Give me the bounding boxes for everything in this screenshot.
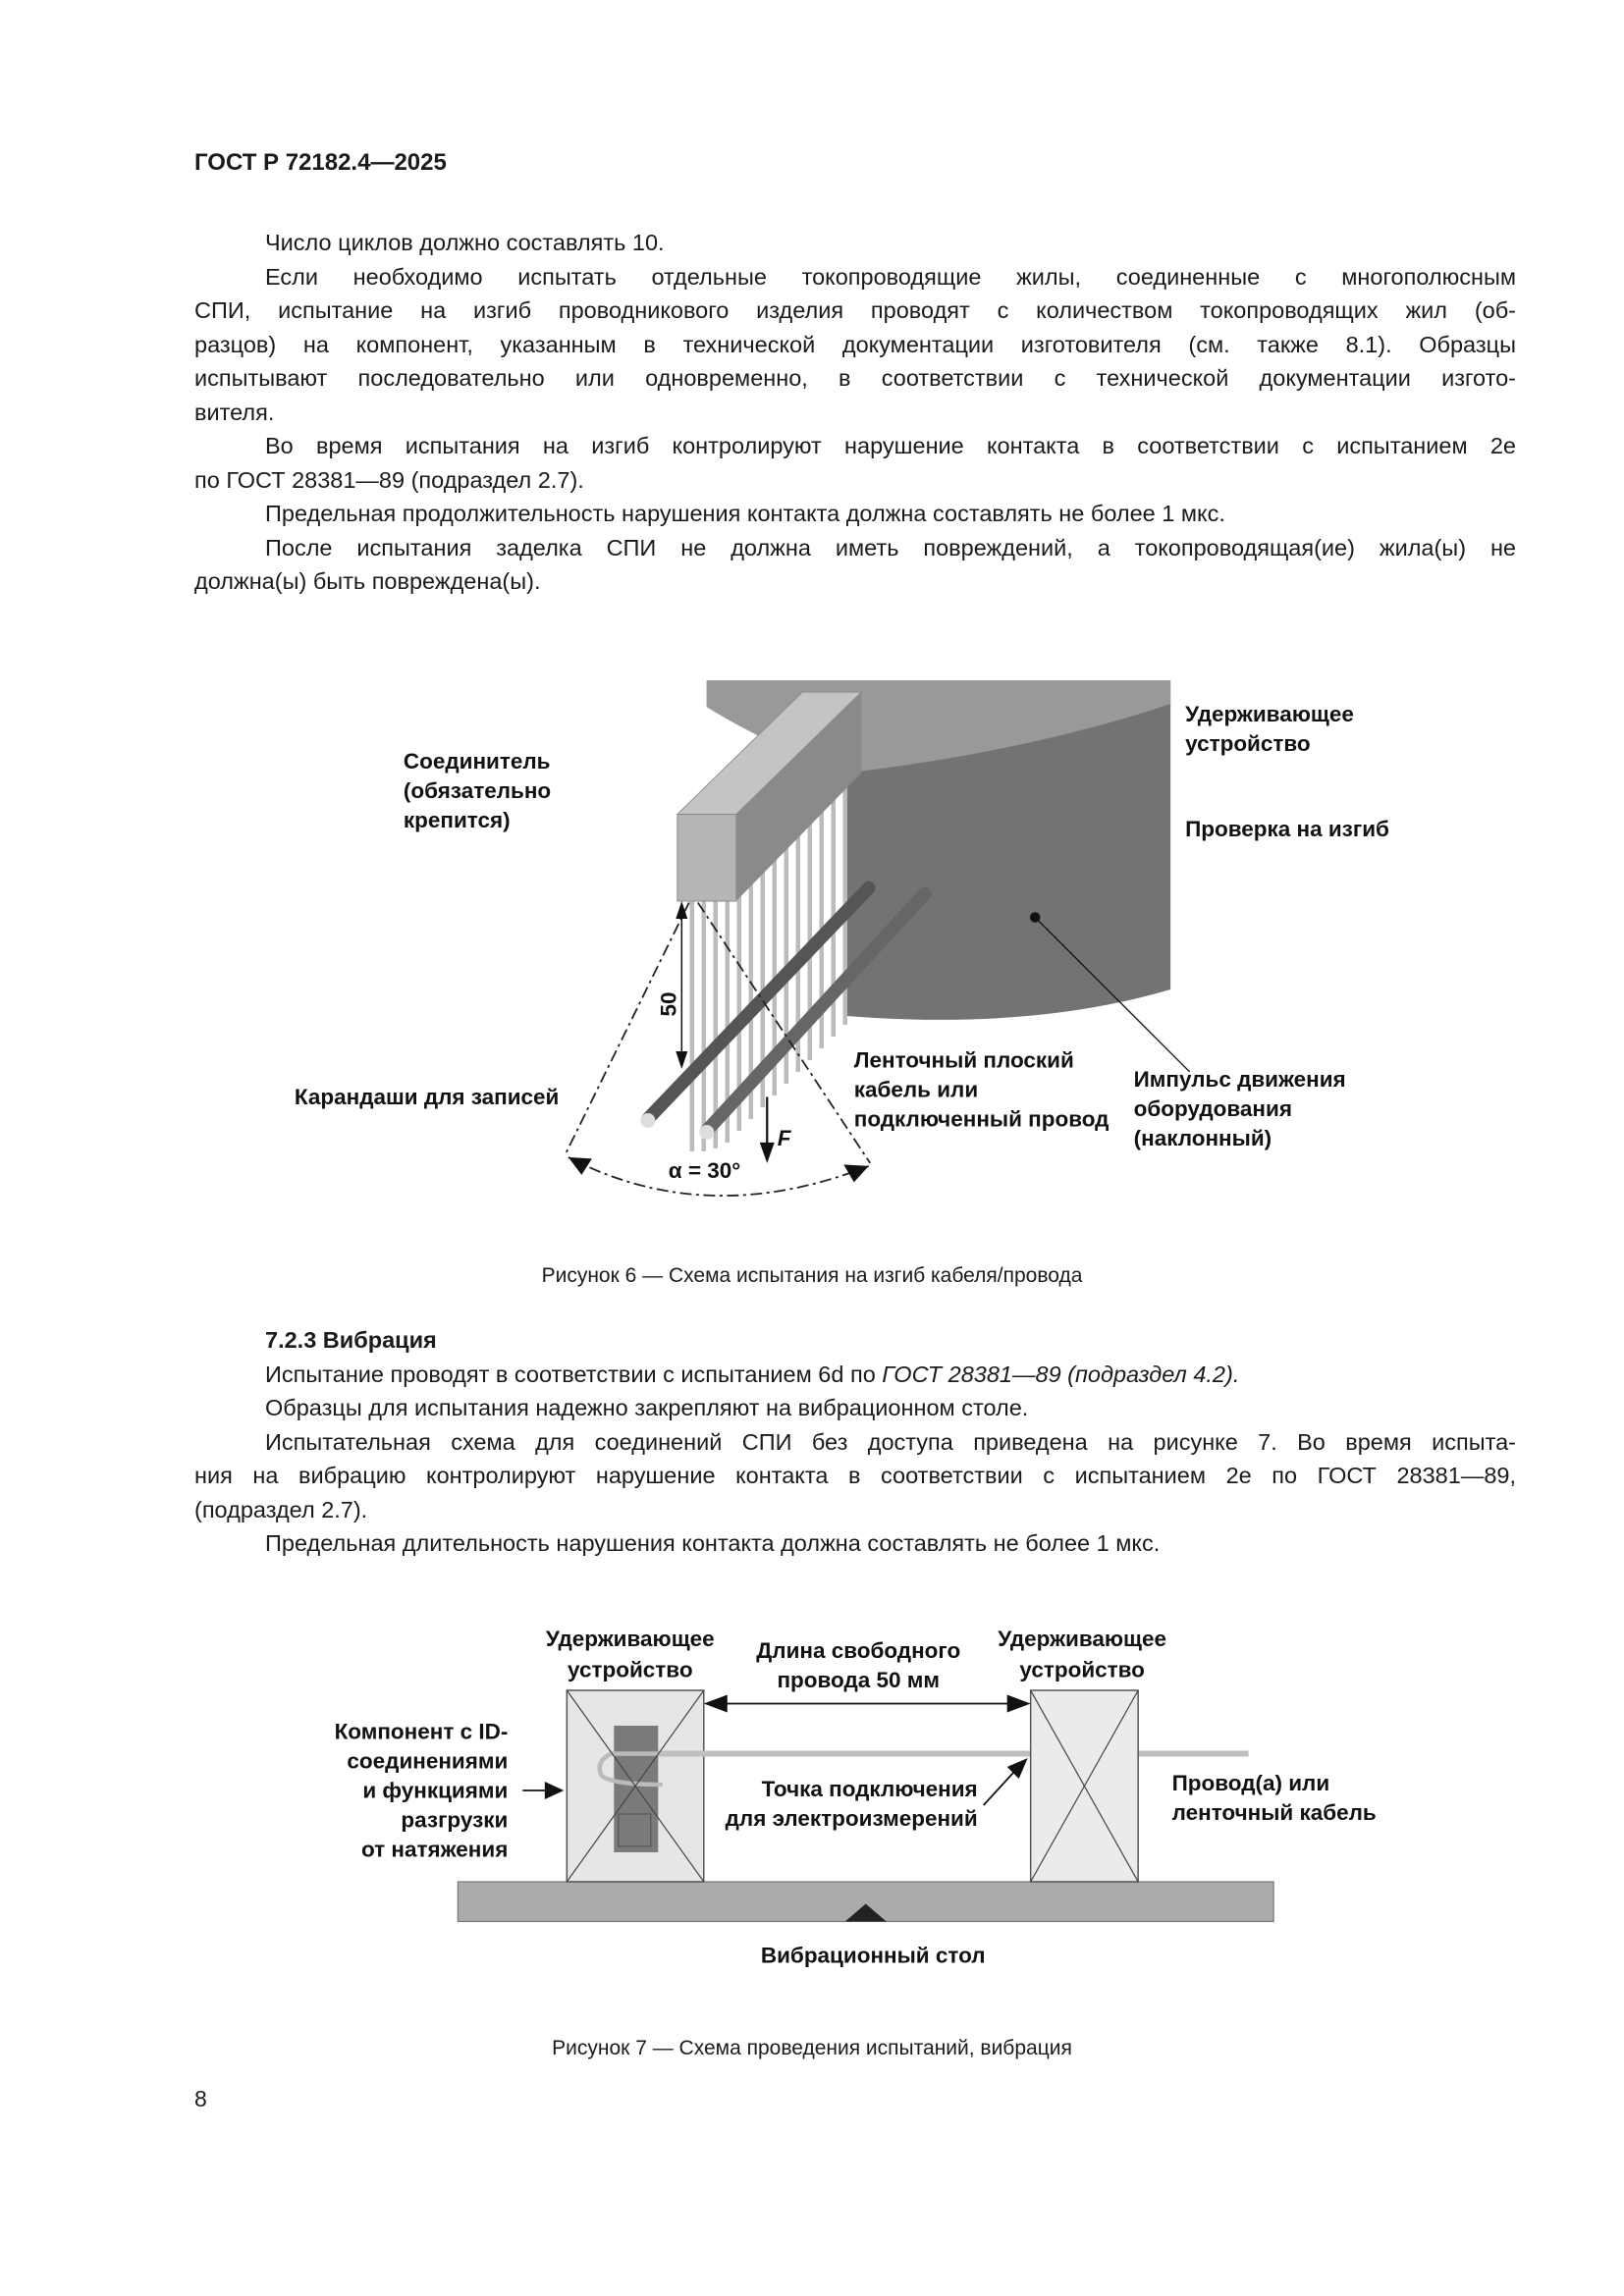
svg-text:Компонент с ID-соединениямии ф [335,1720,509,1862]
text-line: разцов) на компонент, указанным в технической документации изготовителя (см. также 8.1). Образцы [194,331,1516,357]
text-line: СПИ, испытание на изгиб проводникового изделия проводят с количеством токопроводящих жил (об- [194,297,1516,323]
label-ribbon-2: кабель или [853,1077,979,1102]
label-holder-2: устройство [1185,731,1311,757]
label-wire-1: Провод(а) или [1171,1771,1330,1796]
text-line: Во время испытания на изгиб контролируют нарушение контакта в соответствии с испытанием 2е [265,433,1516,458]
label-holder-right-1: Удерживающее [998,1627,1167,1652]
label-bend-check: Проверка на изгиб [1185,817,1389,842]
svg-text:Соединитель(обязательнокрепитс [404,749,551,832]
force-arrow-icon [760,1143,775,1163]
svg-text:Ленточный плоскийкабель илипод [854,1047,1110,1131]
figure-6-caption: Рисунок 6 — Схема испытания на изгиб кабеля/провода [541,1264,1083,1287]
label-impulse-3: (наклонный) [1133,1125,1272,1150]
label-impulse-1: Импульс движения [1133,1066,1346,1092]
gost-reference: ГОСТ 28381—89 (подраздел 4.2). [882,1361,1240,1387]
label-holder-left-2: устройство [568,1657,693,1682]
svg-text:Точка подключениядля электроиз [726,1777,978,1831]
section-text-vibration [194,1323,1516,1561]
text-line: Число циклов должно составлять 10. [265,230,665,255]
label-connection-2: для электроизмерений [725,1805,978,1831]
page-number: 8 [194,2086,207,2111]
text-line: ния на вибрацию контролируют нарушение контакта в соответствии с испытанием 2е по ГОСТ 28381—89, [194,1463,1516,1488]
label-connector-1: Соединитель [403,749,551,774]
text-line: Если необходимо испытать отдельные токопроводящие жилы, соединенные с многополюсным [265,263,1516,290]
label-component-2: соединениями [347,1748,509,1774]
svg-text:Удерживающееустройство [998,1627,1166,1682]
label-component-3: и функциями [362,1778,509,1803]
figure-6-bend-test-diagram [0,663,1624,1207]
text-line: Испытательная схема для соединений СПИ без доступа приведена на рисунке 7. Во время испыта- [265,1428,1516,1455]
label-component-4: разгрузки [401,1807,509,1833]
dimension-50-label: 50 [656,991,681,1017]
text-line: (подраздел 2.7). [194,1496,368,1522]
connector-front-face [677,815,736,901]
force-label: F [777,1125,791,1150]
label-component-1: Компонент с ID- [334,1719,509,1744]
text-line: должна(ы) быть повреждена(ы). [194,568,541,594]
label-connector-2: (обязательно [403,778,552,804]
text-line: После испытания заделка СПИ не должна иметь повреждений, а токопроводящая(ие) жила(ы) не [265,534,1516,561]
figure-7-caption: Рисунок 7 — Схема проведения испытаний, вибрация [552,2037,1072,2059]
component-arrow-icon [545,1782,564,1799]
document-code-header: ГОСТ Р 72182.4—2025 [194,149,447,176]
figure-7-vibration-diagram [0,1605,1624,1988]
component-body [614,1726,658,1852]
text-line: Предельная продолжительность нарушения контакта должна составлять не более 1 мкс. [265,501,1225,526]
angle-label: α = 30° [668,1157,741,1183]
text-line: испытывают последовательно или одновременно, в соответствии с технической документации изгото- [194,365,1516,391]
label-vibration-table: Вибрационный стол [760,1943,986,1968]
svg-text:Удерживающееустройство [546,1627,715,1682]
section-heading-vibration: 7.2.3 Вибрация [265,1327,437,1353]
svg-text:Длина свободногопровода 50 мм [756,1638,960,1692]
text-line: вителя. [194,399,275,425]
label-component-5: от натяжения [361,1837,509,1862]
text-line: Испытание проводят в соответствии с испытанием 6d по ГОСТ 28381—89 (подраздел 4.2). [265,1361,1240,1387]
label-holder-right-2: устройство [1019,1657,1145,1682]
svg-text:Удерживающееустройство [1185,702,1354,756]
label-impulse-2: оборудования [1133,1095,1292,1121]
text-line: Образцы для испытания надежно закрепляют на вибрационном столе. [265,1395,1029,1420]
label-connection-1: Точка подключения [761,1777,978,1801]
label-holder-1: Удерживающее [1185,702,1354,727]
text-line: Предельная длительность нарушения контакта должна составлять не более 1 мкс. [265,1530,1161,1556]
label-ribbon-3: подключенный провод [853,1106,1110,1132]
label-holder-left-1: Удерживающее [545,1627,715,1652]
svg-text:Провод(а) илиленточный кабель [1172,1771,1377,1825]
label-free-length-1: Длина свободного [756,1638,961,1664]
label-pencils: Карандаши для записей [294,1084,560,1109]
svg-text:Импульс движенияоборудования(н [1134,1067,1346,1150]
angle-arrow-left [568,1157,592,1175]
label-free-length-2: провода 50 мм [777,1668,941,1693]
label-wire-2: ленточный кабель [1171,1799,1377,1825]
label-ribbon-1: Ленточный плоский [853,1047,1074,1073]
section-text-bend-test [194,226,1516,599]
text-line: по ГОСТ 28381—89 (подраздел 2.7). [194,466,584,493]
label-connector-3: крепится) [403,808,511,833]
